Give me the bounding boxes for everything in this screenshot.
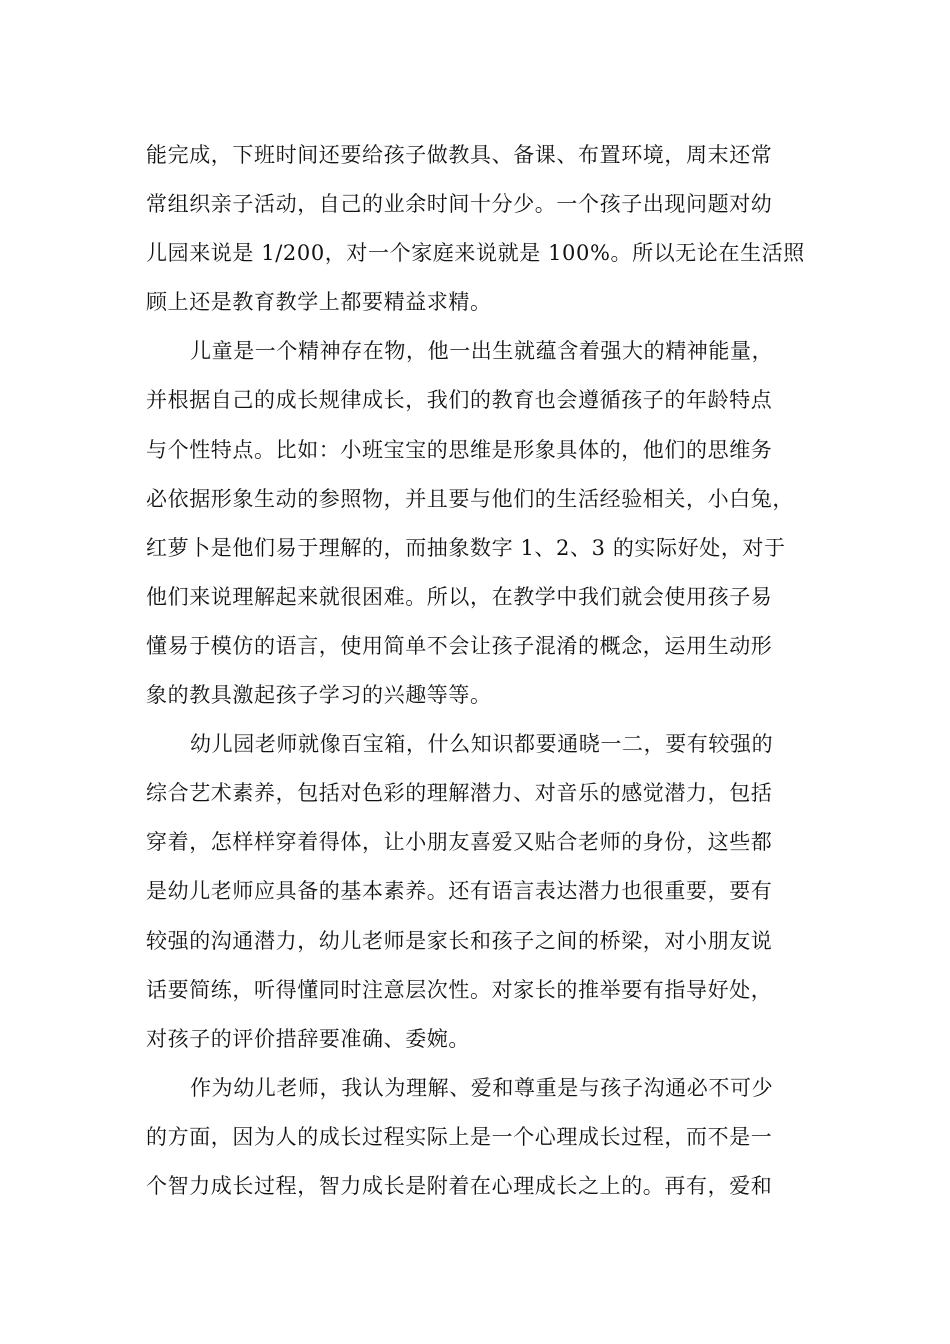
paragraph-line: 象的教具激起孩子学习的兴趣等等。 bbox=[146, 683, 492, 708]
paragraph-2 bbox=[146, 327, 806, 720]
paragraph-line: 必依据形象生动的参照物，并且要与他们的生活经验相关，小白兔， bbox=[146, 486, 794, 511]
paragraph-line: 较强的沟通潜力，幼儿老师是家长和孩子之间的桥梁，对小朋友说 bbox=[146, 928, 773, 953]
paragraph-line: 穿着，怎样样穿着得体，让小朋友喜爱又贴合老师的身份，这些都 bbox=[146, 830, 773, 855]
paragraph-line: 话要简练，听得懂同时注意层次性。对家长的推举要有指导好处， bbox=[146, 977, 773, 1002]
paragraph-line: 儿园来说是 1/200，对一个家庭来说就是 100%。所以无论在生活照 bbox=[146, 241, 805, 266]
paragraph-line: 是幼儿老师应具备的基本素养。还有语言表达潜力也很重要，要有 bbox=[146, 879, 773, 904]
paragraph-line: 的方面，因为人的成长过程实际上是一个心理成长过程，而不是一 bbox=[146, 1124, 773, 1149]
paragraph-line: 作为幼儿老师，我认为理解、爱和尊重是与孩子沟通必不可少 bbox=[190, 1075, 774, 1100]
paragraph-line: 红萝卜是他们易于理解的，而抽象数字 1、2、3 的实际好处，对于 bbox=[146, 535, 786, 560]
body-text bbox=[146, 131, 806, 1211]
paragraph-line: 与个性特点。比如：小班宝宝的思维是形象具体的，他们的思维务 bbox=[146, 437, 773, 462]
paragraph-line: 顾上还是教育教学上都要精益求精。 bbox=[146, 290, 492, 315]
paragraph-4 bbox=[146, 1064, 806, 1211]
paragraph-line: 幼儿园老师就像百宝箱，什么知识都要通晓一二，要有较强的 bbox=[190, 732, 774, 757]
paragraph-line: 能完成，下班时间还要给孩子做教具、备课、布置环境，周末还常 bbox=[146, 143, 773, 167]
paragraph-line: 个智力成长过程，智力成长是附着在心理成长之上的。再有，爱和 bbox=[146, 1173, 773, 1198]
paragraph-line: 综合艺术素养，包括对色彩的理解潜力、对音乐的感觉潜力，包括 bbox=[146, 781, 773, 806]
paragraph-line: 他们来说理解起来就很困难。所以，在教学中我们就会使用孩子易 bbox=[146, 584, 773, 609]
paragraph-line: 常组织亲子活动，自己的业余时间十分少。一个孩子出现问题对幼 bbox=[146, 192, 773, 217]
paragraph-line: 懂易于模仿的语言，使用简单不会让孩子混淆的概念，运用生动形 bbox=[146, 633, 773, 658]
paragraph-3 bbox=[146, 720, 806, 1064]
paragraph-line: 儿童是一个精神存在物，他一出生就蕴含着强大的精神能量， bbox=[190, 339, 774, 364]
paragraph-line: 对孩子的评价措辞要准确、委婉。 bbox=[146, 1026, 470, 1051]
paragraph-1 bbox=[146, 131, 806, 327]
paragraph-line: 并根据自己的成长规律成长，我们的教育也会遵循孩子的年龄特点 bbox=[146, 388, 773, 413]
